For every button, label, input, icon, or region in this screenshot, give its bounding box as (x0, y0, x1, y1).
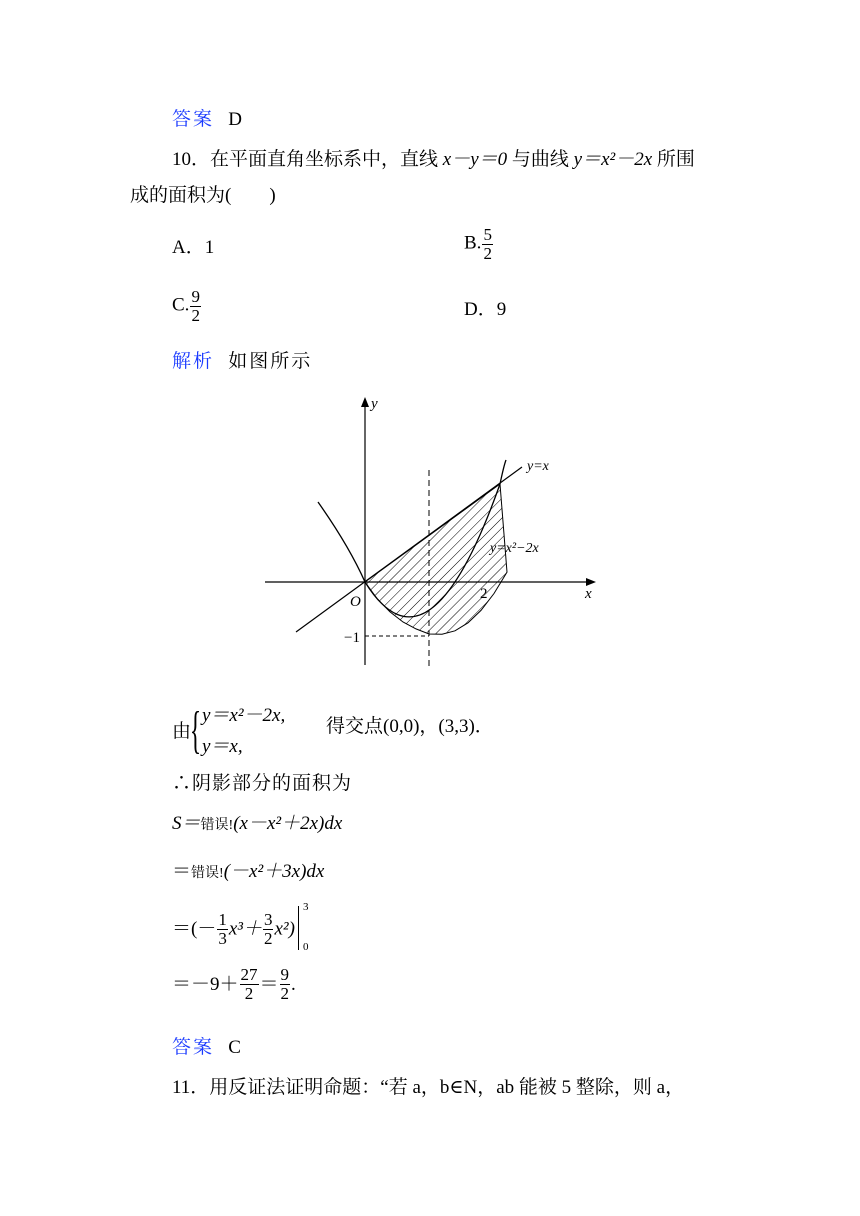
error-marker: 错误! (191, 866, 224, 881)
fraction-three-halves (263, 911, 274, 948)
lower-limit: 0 (302, 941, 309, 953)
denominator: 2 (244, 983, 254, 1003)
denominator: 3 (218, 928, 227, 948)
q10-answer (172, 1038, 241, 1057)
option-d (464, 300, 506, 319)
origin-label: O (350, 594, 361, 610)
numerator: 3 (263, 909, 273, 929)
answer-label: 答案 (172, 109, 215, 130)
result-start: ＝－9＋ (172, 973, 239, 995)
option-label: C. (172, 294, 190, 316)
equation-2: y＝x, (201, 736, 243, 758)
equation-system (202, 700, 285, 763)
antiderivative-end: x²) (274, 918, 295, 940)
stem-text: 所围 (656, 149, 695, 170)
antiderivative-mid: x³＋ (228, 918, 262, 940)
system-line (172, 700, 285, 763)
option-fraction (482, 226, 493, 263)
stem-text: 与曲线 (511, 149, 569, 170)
question-number: 10． (172, 149, 211, 170)
option-value: 9 (496, 299, 507, 320)
answer-value: D (228, 109, 242, 130)
by-text: 由 (172, 720, 192, 742)
equals: ＝ (172, 861, 192, 882)
option-b (464, 226, 494, 263)
denominator: 2 (483, 243, 492, 263)
analysis-text: 如图所示 (228, 351, 313, 372)
option-value: 1 (204, 237, 215, 258)
answer-value: C (228, 1037, 241, 1058)
option-fraction (190, 288, 201, 325)
curve-label: y=x²−2x (490, 541, 539, 556)
shaded-region (365, 484, 507, 634)
antiderivative-start: ＝(－ (172, 918, 217, 940)
tick-2-label: 2 (480, 586, 488, 602)
q10-stem-line2: 成的面积为( ) (130, 185, 276, 206)
q11-stem: 11．用反证法证明命题：“若 a，b∈N，ab 能被 5 整除，则 a， (172, 1077, 685, 1098)
q9-answer (172, 110, 242, 129)
integrand-2: (－x²＋3x)dx (223, 861, 325, 882)
option-a (172, 238, 214, 257)
option-c (172, 288, 202, 325)
numerator: 5 (483, 225, 492, 244)
option-label: D． (464, 299, 497, 320)
y-axis-label: y (371, 396, 378, 412)
x-axis-label: x (585, 586, 592, 602)
period: . (291, 973, 296, 995)
numerator: 1 (218, 909, 227, 929)
analysis-label: 解析 (172, 351, 215, 372)
analysis-line (172, 352, 312, 371)
tick-neg1-label: −1 (344, 630, 360, 646)
result-line (172, 966, 296, 1003)
y-axis-arrow (361, 397, 369, 407)
numerator: 9 (191, 287, 200, 306)
line-equation: x－y＝0 (442, 149, 508, 170)
equation-1: y＝x²－2x, (201, 705, 286, 726)
brace-icon: { (189, 702, 202, 760)
x-axis-arrow (586, 578, 596, 586)
evaluation-bar (295, 901, 309, 953)
denominator: 2 (263, 928, 273, 948)
option-label: A． (172, 237, 205, 258)
answer-label: 答案 (172, 1037, 215, 1058)
upper-limit: 3 (302, 901, 309, 913)
integral-line-1 (172, 814, 342, 833)
therefore-text: ∴阴影部分的面积为 (172, 773, 353, 794)
s-lhs: S＝ (172, 813, 201, 834)
error-marker: 错误! (200, 818, 234, 833)
fraction-9-halves (280, 966, 291, 1003)
intersections-text: 得交点(0,0)，(3,3)． (326, 716, 494, 737)
line-label: y=x (527, 459, 549, 474)
q10-stem-line1 (172, 150, 695, 169)
denominator: 2 (191, 305, 200, 325)
integrand-1: (x－x²＋2x)dx (233, 813, 343, 834)
area-figure (260, 392, 600, 672)
equals: ＝ (259, 973, 279, 995)
numerator: 27 (240, 965, 258, 984)
curve-equation: y＝x²－2x (573, 149, 653, 170)
antiderivative-line (172, 901, 309, 953)
denominator: 2 (280, 983, 290, 1003)
integral-line-2 (172, 862, 324, 881)
fraction-27-halves (240, 966, 259, 1003)
stem-text: 在平面直角坐标系中，直线 (210, 149, 439, 170)
option-label: B. (464, 232, 482, 254)
fraction-one-third (217, 911, 228, 948)
numerator: 9 (280, 965, 290, 984)
